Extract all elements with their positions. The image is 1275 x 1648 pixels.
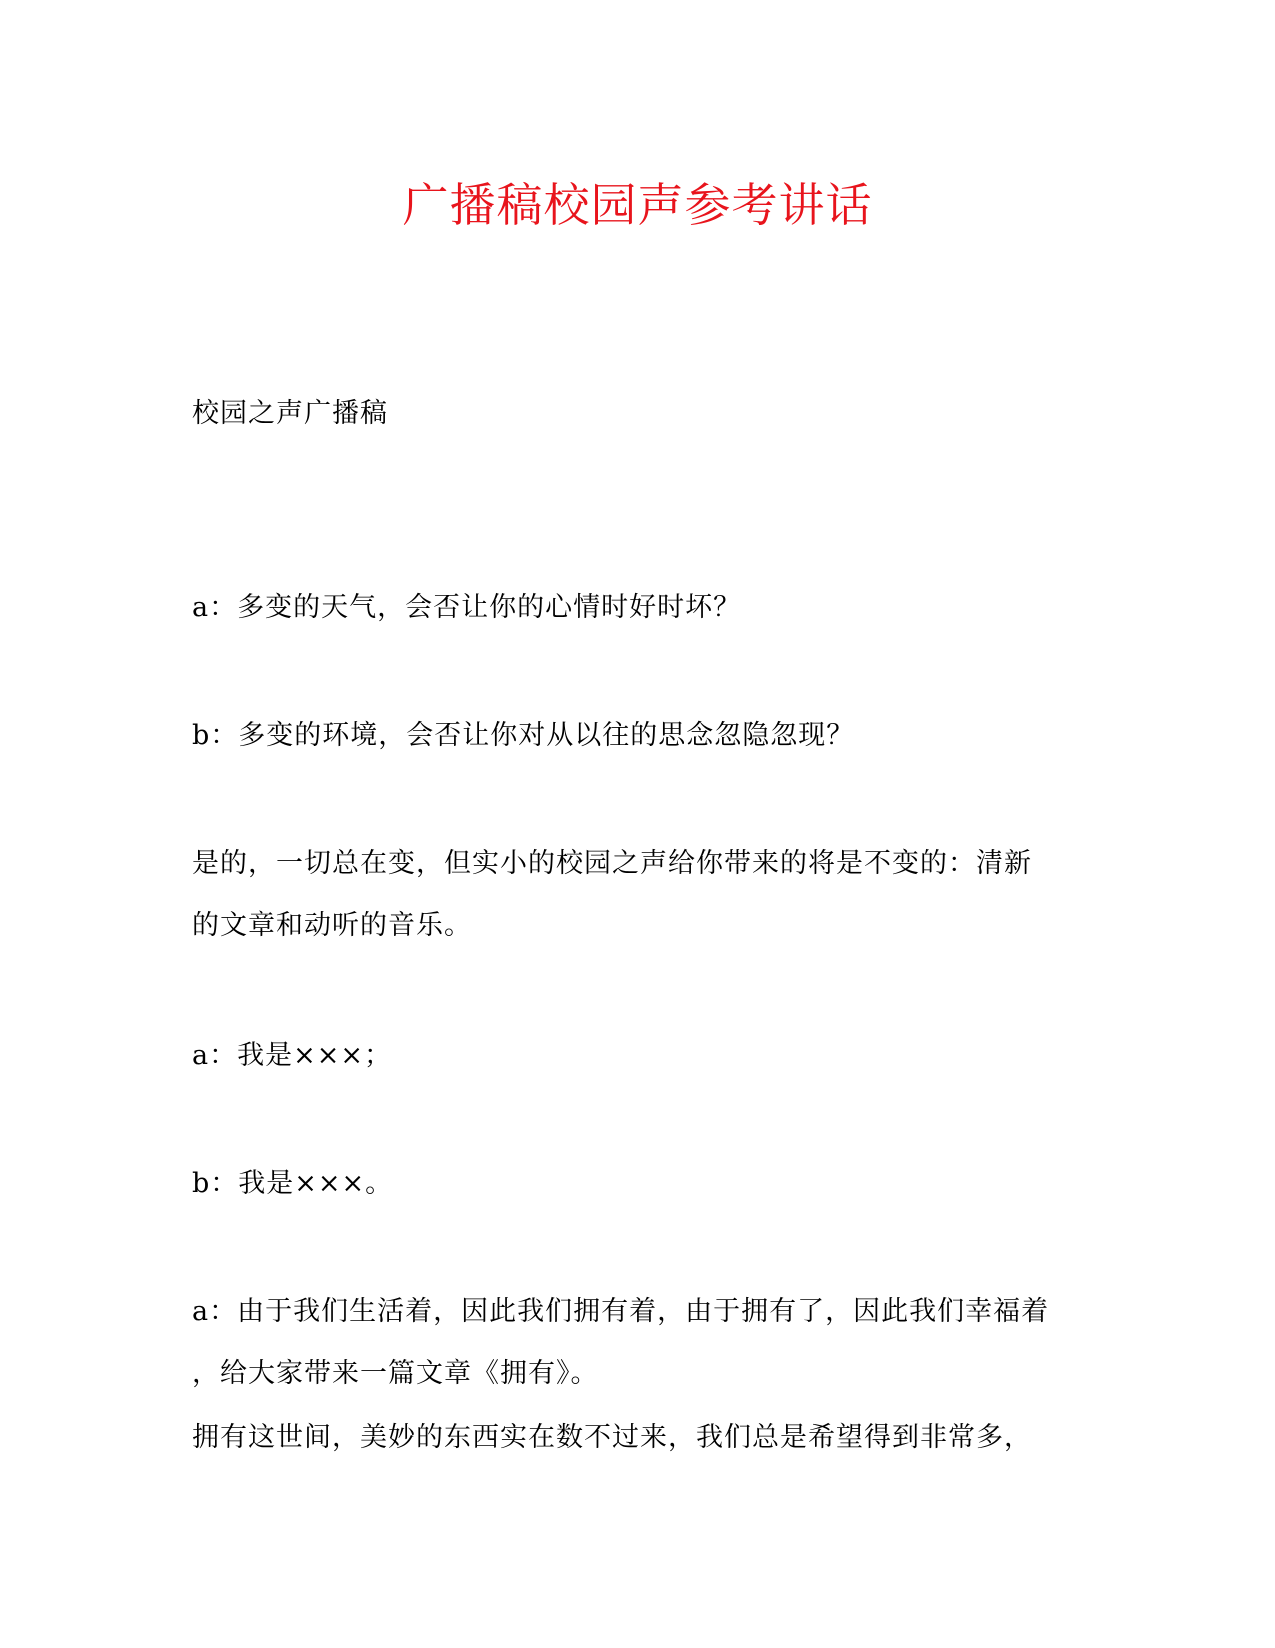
paragraph-line: 拥有这世间，美妙的东西实在数不过来，我们总是希望得到非常多， xyxy=(192,1422,1032,1453)
paragraph-line: a：多变的天气，会否让你的心情时好时坏？ xyxy=(192,592,742,623)
paragraph-line: 的文章和动听的音乐。 xyxy=(192,910,472,941)
page-title: 广播稿校园声参考讲话 xyxy=(402,178,873,232)
paragraph-line: a：我是×××； xyxy=(192,1040,392,1071)
paragraph-line: a：由于我们生活着，因此我们拥有着，由于拥有了，因此我们幸福着 xyxy=(192,1296,1050,1327)
paragraph-line: ，给大家带来一篇文章《拥有》。 xyxy=(192,1358,599,1389)
paragraph-line: b：我是×××。 xyxy=(192,1168,394,1199)
paragraph-line: 是的，一切总在变，但实小的校园之声给你带来的将是不变的：清新 xyxy=(192,848,1032,879)
paragraph-line: b：多变的环境，会否让你对从以往的思念忽隐忽现？ xyxy=(192,720,855,751)
document-subtitle: 校园之声广播稿 xyxy=(192,398,388,429)
